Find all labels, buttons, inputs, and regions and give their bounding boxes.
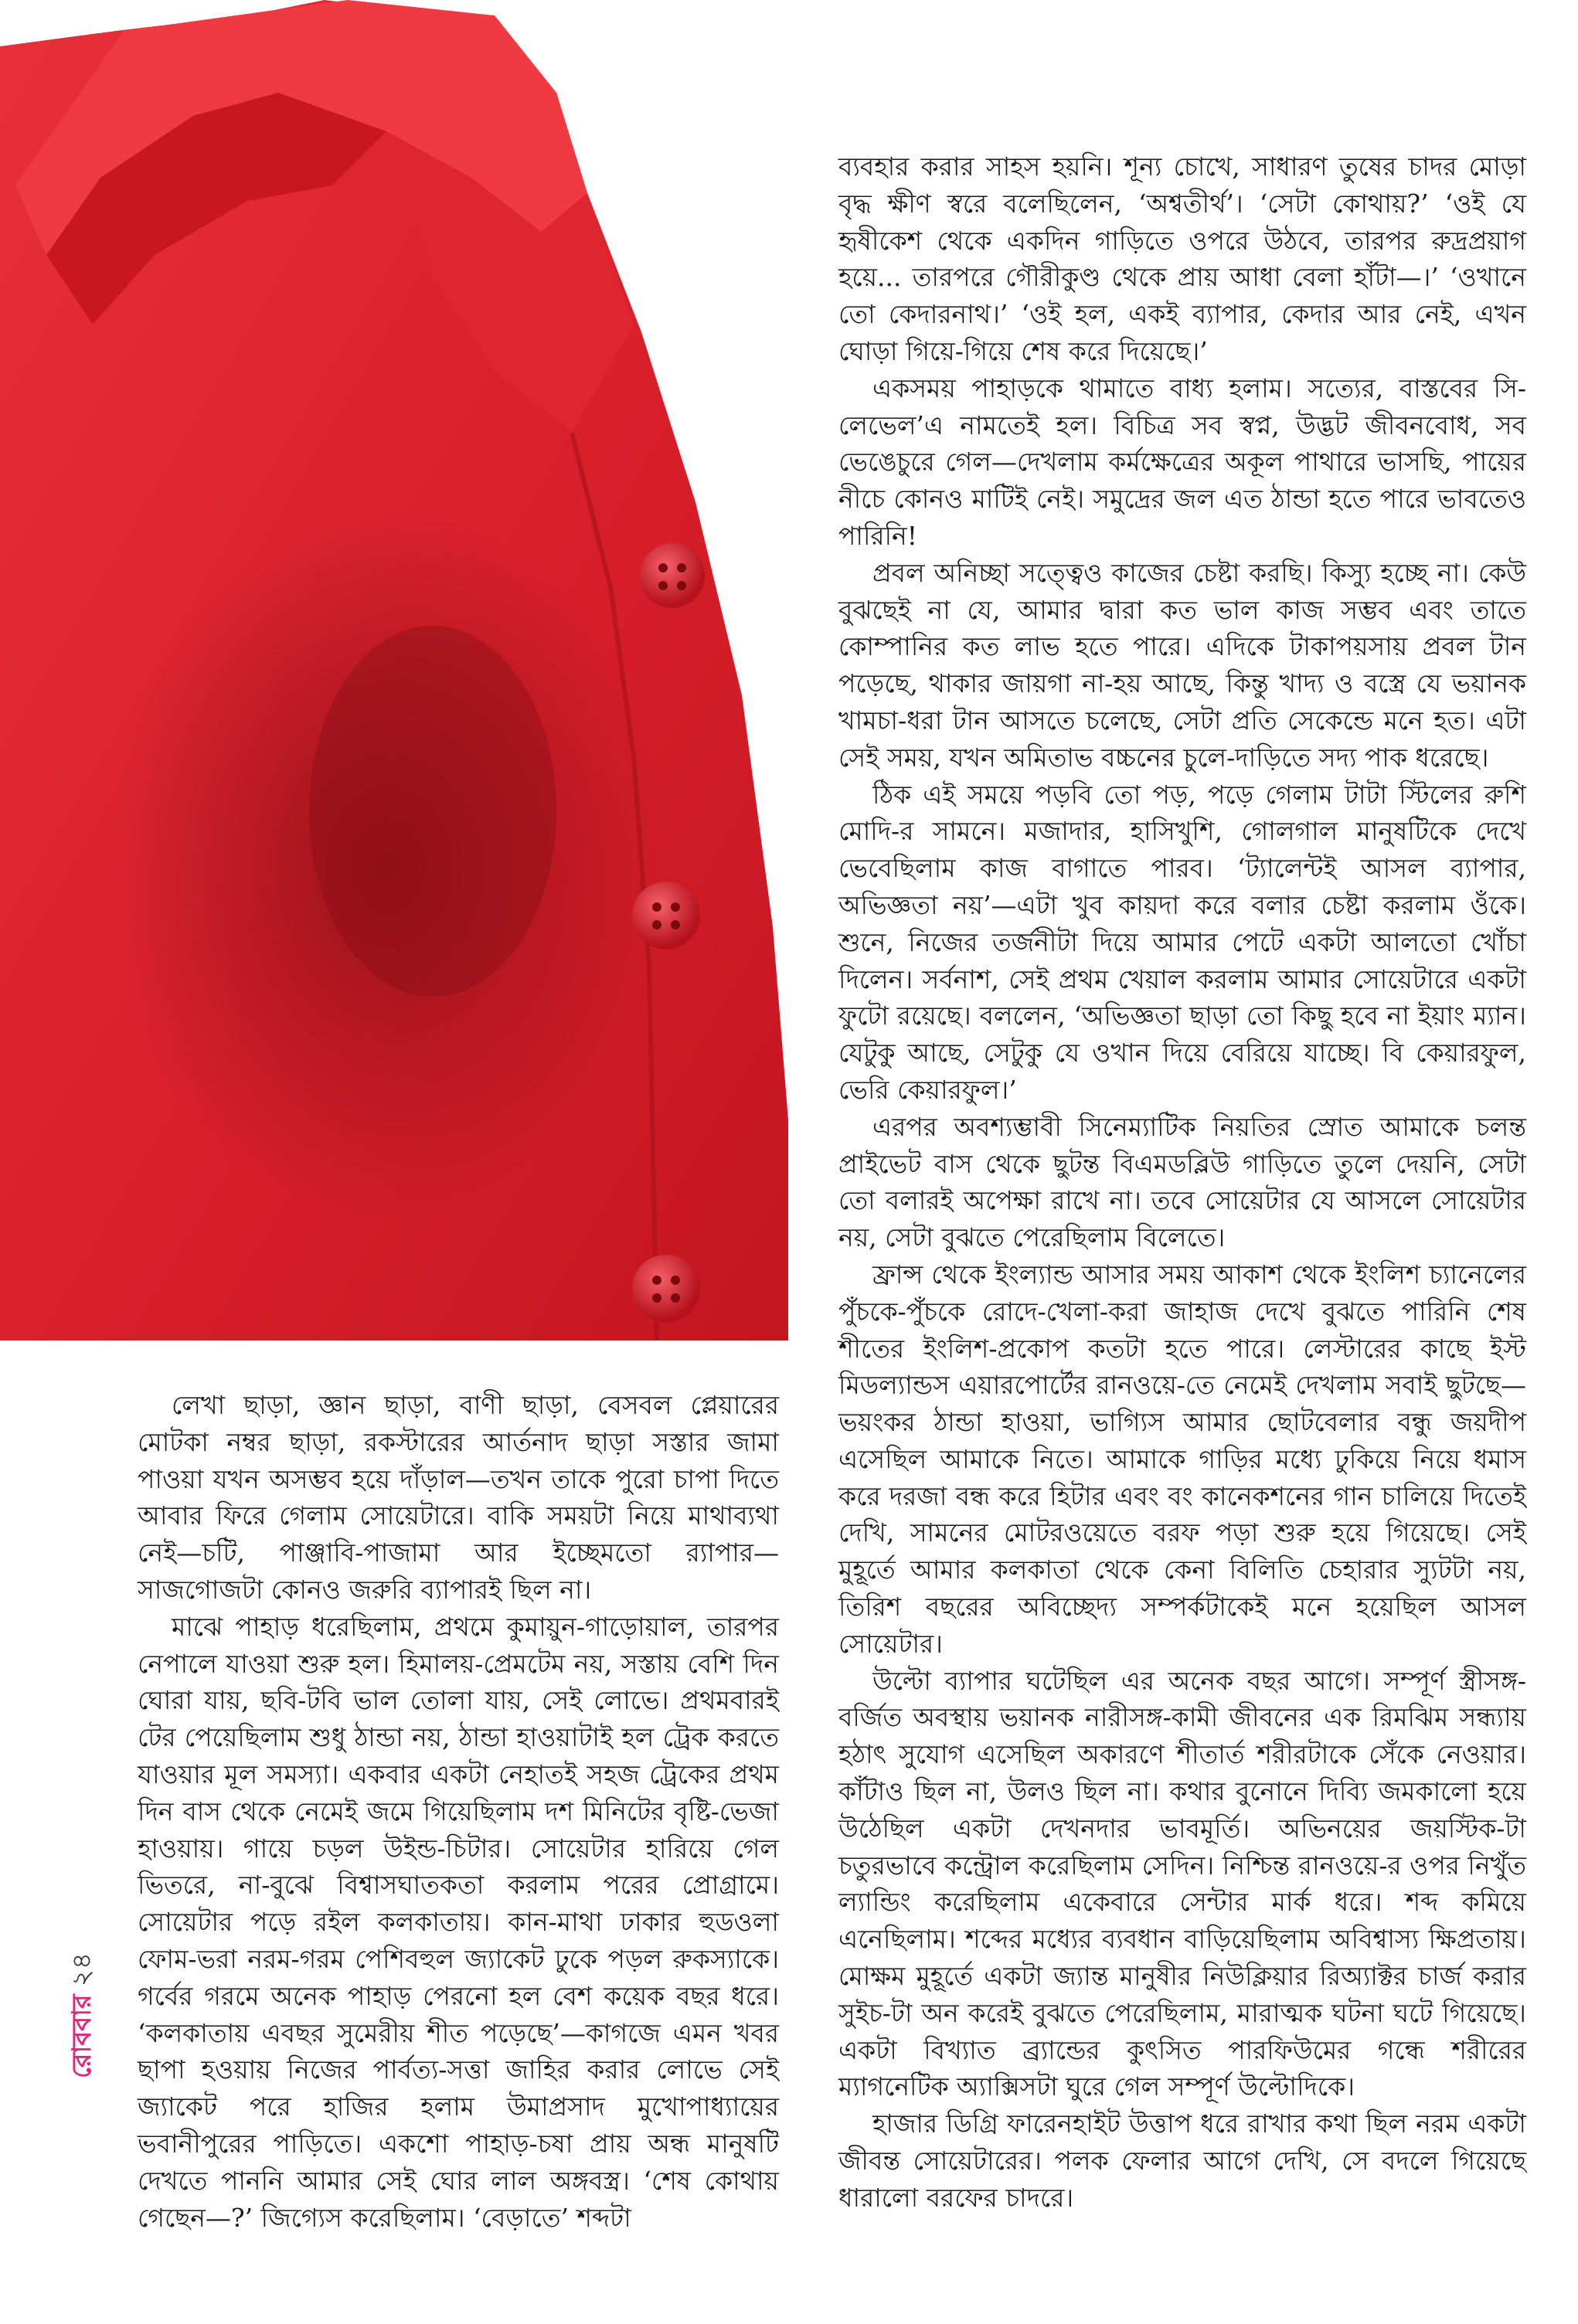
red-coat-illustration — [0, 0, 788, 1340]
paragraph: ব্যবহার করার সাহস হয়নি। শূন্য চোখে, সাধারণ তুষের চাদর মোড়া বৃদ্ধ ক্ষীণ স্বরে বলেছিলেন, ‘অশ্বতীর্থ’। ‘সেটা কোথায়?’ ‘ওই যে হৃষীকেশ থেকে একদিন গাড়িতে ওপরে উঠবে, তারপর রুদ্রপ্রয়াগ হয়ে... তারপরে গৌরীকুণ্ড থেকে প্রায় আধা বেলা হাঁটা—।’ ‘ওখানে তো কেদারনাথ।’ ‘ওই হল, একই ব্যাপার, কেদার আর নেই, এখন ঘোড়া গিয়ে-গিয়ে শেষ করে দিয়েছে।’ — [838, 151, 1526, 366]
coat-button — [632, 1255, 700, 1323]
paragraph: মাঝে পাহাড় ধরেছিলাম, প্রথমে কুমায়ুন-গাড়োয়াল, তারপর নেপালে যাওয়া শুরু হল। হিমালয়-প্রেমটেম নয়, সস্তায় বেশি দিন ঘোরা যায়, ছবি-টবি ভাল তোলা যায়, সেই লোভে। প্রথমবারই টের পেয়েছিলাম শুধু ঠান্ডা নয়, ঠান্ডা হাওয়াটাই হল ট্রেক করতে যাওয়ার মূল সমস্যা। একবার একটা নেহাতই সহজ ট্রেকের প্রথম দিন বাস থেকে নেমেই জমে গিয়েছিলাম দশ মিনিটের বৃষ্টি-ভেজা হাওয়ায়। গায়ে চড়ল উইন্ড-চিটার। সোয়েটার হারিয়ে গেল ভিতরে, না-বুঝে বিশ্বাসঘাতকতা করলাম পরের প্রোগ্রামে। সোয়েটার পড়ে রইল কলকাতায়। কান-মাথা ঢাকার হুডওলা ফোম-ভরা নরম-গরম পেশিবহুল জ্যাকেট ঢুকে পড়ল রুকস্যাকে। গর্বের গরমে অনেক পাহাড় পেরনো হল বেশ কয়েক বছর ধরে। ‘কলকাতায় এবছর সুমেরীয় শীত পড়েছে’—কাগজে এমন খবর ছাপা হওয়ায় নিজের পার্বত্য-সত্তা জাহির করার লোভে সেই জ্যাকেট পরে হাজির হলাম উমাপ্রসাদ মুখোপাধ্যায়ের ভবানীপুরের পাড়িতে। একশো পাহাড়-চষা প্রায় অন্ধ মানুষটি দেখতে পাননি আমার সেই ঘোর লাল অঙ্গবস্ত্র। ‘শেষ কোথায় গেছেন—?’ জিগ্যেস করেছিলাম। ‘বেড়াতে’ শব্দটা — [138, 1611, 779, 2233]
paragraph: প্রবল অনিচ্ছা সত্ত্বেও কাজের চেষ্টা করছি। কিস্যু হচ্ছে না। কেউ বুঝছেই না যে, আমার দ্বারা কত ভাল কাজ সম্ভব এবং তাতে কোম্পানির কত লাভ হতে পারে। এদিকে টাকাপয়সায় প্রবল টান পড়েছে, থাকার জায়গা না-হয় আছে, কিন্তু খাদ্য ও বস্ত্রে যে ভয়ানক খামচা-ধরা টান আসতে চলেছে, সেটা প্রতি সেকেন্ডে মনে হত। এটা সেই সময়, যখন অমিতাভ বচ্চনের চুলে-দাড়িতে সদ্য পাক ধরেছে। — [838, 557, 1526, 773]
page-folio — [62, 1952, 106, 2078]
paragraph: ফ্রান্স থেকে ইংল্যান্ড আসার সময় আকাশ থেকে ইংলিশ চ্যানেলের পুঁচকে-পুঁচকে রোদে-খেলা-করা জাহাজ দেখে বুঝতে পারিনি শেষ শীতের ইংলিশ-প্রকোপ কতটা হতে পারে। লেস্টারের কাছে ইস্ট মিডল্যান্ডস এয়ারপোর্টের রানওয়ে-তে নেমেই দেখলাম সবাই ছুটছে—ভয়ংকর ঠান্ডা হাওয়া, ভাগ্যিস আমার ছোটবেলার বন্ধু জয়দীপ এসেছিল আমাকে নিতে। আমাকে গাড়ির মধ্যে ঢুকিয়ে নিয়ে ধমাস করে দরজা বন্ধ করে হিটার এবং বং কানেকশনের গান চালিয়ে দিতেই দেখি, সামনের মোটরওয়েতে বরফ পড়া শুরু হয়ে গিয়েছে। সেই মুহূর্তে আমার কলকাতা থেকে কেনা বিলিতি চেহারার স্যুটটা নয়, তিরিশ বছরের অবিচ্ছেদ্য সম্পর্কটাকেই মনে হয়েছিল আসল সোয়েটার। — [838, 1259, 1526, 1659]
paragraph: একসময় পাহাড়কে থামাতে বাধ্য হলাম। সত্যের, বাস্তবের সি-লেভেল’এ নামতেই হল। বিচিত্র সব স্বপ্ন, উদ্ভট জীবনবোধ, সব ভেঙেচুরে গেল—দেখলাম কর্মক্ষেত্রের অকূল পাথারে ভাসছি, পায়ের নীচে কোনও মাটিই নেই। সমুদ্রের জল এত ঠান্ডা হতে পারে ভাবতেও পারিনি! — [838, 372, 1526, 551]
paragraph: লেখা ছাড়া, জ্ঞান ছাড়া, বাণী ছাড়া, বেসবল প্লেয়ারের মোটকা নম্বর ছাড়া, রকস্টারের আর্তনাদ ছাড়া সস্তার জামা পাওয়া যখন অসম্ভব হয়ে দাঁড়াল—তখন তাকে পুরো চাপা দিতে আবার ফিরে গেলাম সোয়েটারে। বাকি সময়টা নিয়ে মাথাব্যথা নেই—চটি, পাঞ্জাবি-পাজামা আর ইচ্ছেমতো র‍্যাপার—সাজগোজটা কোনও জরুরি ব্যাপারই ছিল না। — [138, 1390, 779, 1605]
paragraph: হাজার ডিগ্রি ফারেনহাইট উত্তাপ ধরে রাখার কথা ছিল নরম একটা জীবন্ত সোয়েটারের। পলক ফেলার আগে দেখি, সে বদলে গিয়েছে ধারালো বরফের চাদরে। — [838, 2108, 1526, 2213]
coat-button — [632, 882, 700, 950]
red-coat-photo — [0, 0, 788, 1340]
article-column-right — [838, 148, 1526, 2217]
coat-button — [640, 543, 705, 608]
page-number: ২৪ — [66, 1952, 97, 1987]
paragraph: ঠিক এই সময়ে পড়বি তো পড়, পড়ে গেলাম টাটা স্টিলের রুশি মোদি-র সামনে। মজাদার, হাসিখুশি, গোলগাল মানুষটিকে দেখে ভেবেছিলাম কাজ বাগাতে পারব। ‘ট্যালেন্টই আসল ব্যাপার, অভিজ্ঞতা নয়’—এটা খুব কায়দা করে বলার চেষ্টা করলাম ওঁকে। শুনে, নিজের তর্জনীটা দিয়ে আমার পেটে একটা আলতো খোঁচা দিলেন। সর্বনাশ, সেই প্রথম খেয়াল করলাম আমার সোয়েটারে একটা ফুটো রয়েছে। বললেন, ‘অভিজ্ঞতা ছাড়া তো কিছু হবে না ইয়াং ম্যান। যেটুকু আছে, সেটুকু যে ওখান দিয়ে বেরিয়ে যাচ্ছে। বি কেয়ারফুল, ভেরি কেয়ারফুল।’ — [838, 779, 1526, 1105]
magazine-name: রোববার — [66, 1994, 97, 2078]
paragraph: উল্টো ব্যাপার ঘটেছিল এর অনেক বছর আগে। সম্পূর্ণ স্ত্রীসঙ্গ-বর্জিত অবস্থায় ভয়ানক নারীসঙ্গ-কামী জীবনের এক রিমঝিম সন্ধ্যায় হঠাৎ সুযোগ এসেছিল অকারণে শীতার্ত শরীরটাকে সেঁকে নেওয়ার। কাঁটাও ছিল না, উলও ছিল না। কথার বুনোনে দিব্যি জমকালো হয়ে উঠেছিল একটা দেখনদার ভাবমূর্তি। অভিনয়ের জয়স্টিক-টা চতুরভাবে কন্ট্রোল করেছিলাম সেদিন। নিশ্চিন্ত রানওয়ে-র ওপর নিখুঁত ল্যান্ডিং করেছিলাম একেবারে সেন্টার মার্ক ধরে। শব্দ কমিয়ে এনেছিলাম। শব্দের মধ্যের ব্যবধান বাড়িয়েছিলাম অবিশ্বাস্য ক্ষিপ্রতায়। মোক্ষম মুহূর্তে একটা জ্যান্ত মানুষীর নিউক্লিয়ার রিঅ্যাক্টর চার্জ করার সুইচ-টা অন করেই বুঝতে পেরেছিলাম, মারাত্মক ঘটনা ঘটে গিয়েছে। একটা বিখ্যাত ব্র্যান্ডের কুৎসিত পারফিউমের গন্ধে শরীরের ম্যাগনেটিক অ্যাক্সিসটা ঘুরে গেল সম্পূর্ণ উল্টোদিকে। — [838, 1665, 1526, 2102]
paragraph: এরপর অবশ্যম্ভাবী সিনেম্যাটিক নিয়তির স্রোত আমাকে চলন্ত প্রাইভেট বাস থেকে ছুটন্ত বিএমডব্লিউ গাড়িতে তুলে দেয়নি, সেটা তো বলারই অপেক্ষা রাখে না। তবে সোয়েটার যে আসলে সোয়েটার নয়, সেটা বুঝতে পেরেছিলাম বিলেতে। — [838, 1111, 1526, 1253]
article-column-left — [138, 1387, 779, 2236]
